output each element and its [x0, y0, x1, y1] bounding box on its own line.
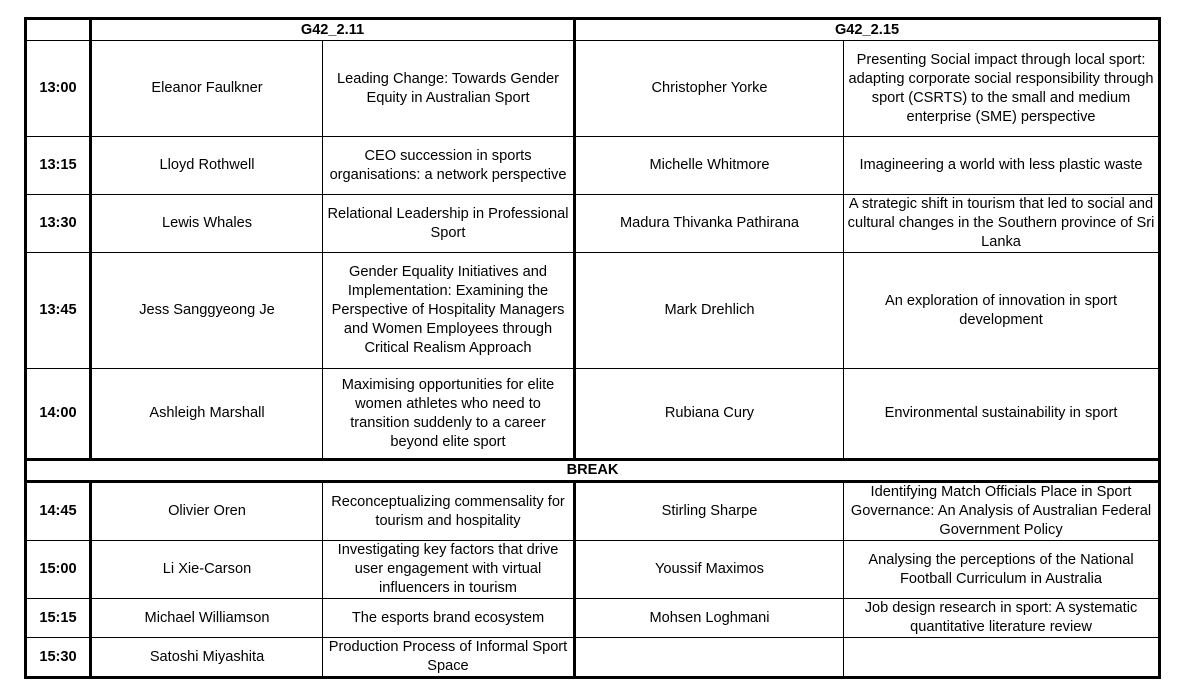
session-row	[26, 41, 1160, 137]
title-cell: Environmental sustainability in sport	[844, 369, 1160, 460]
time-cell: 15:00	[26, 541, 91, 599]
speaker-cell: Lewis Whales	[91, 195, 323, 253]
speaker-cell: Satoshi Miyashita	[91, 638, 323, 678]
title-cell: The esports brand ecosystem	[323, 599, 575, 638]
header-row	[26, 19, 1160, 41]
time-cell: 15:15	[26, 599, 91, 638]
speaker-cell: Michelle Whitmore	[575, 137, 844, 195]
title-cell: Identifying Match Officials Place in Sport Governance: An Analysis of Australian Federal Government Policy	[844, 482, 1160, 541]
speaker-cell: Ashleigh Marshall	[91, 369, 323, 460]
time-cell: 14:00	[26, 369, 91, 460]
time-cell: 14:45	[26, 482, 91, 541]
title-cell: Analysing the perceptions of the National Football Curriculum in Australia	[844, 541, 1160, 599]
speaker-cell: Youssif Maximos	[575, 541, 844, 599]
session-row	[26, 482, 1160, 541]
title-cell: Production Process of Informal Sport Space	[323, 638, 575, 678]
speaker-cell: Li Xie-Carson	[91, 541, 323, 599]
speaker-cell: Michael Williamson	[91, 599, 323, 638]
time-cell: 13:15	[26, 137, 91, 195]
speaker-cell: Christopher Yorke	[575, 41, 844, 137]
title-cell	[844, 638, 1160, 678]
speaker-cell: Jess Sanggyeong Je	[91, 253, 323, 369]
room-header-2: G42_2.15	[575, 19, 1160, 41]
speaker-cell: Madura Thivanka Pathirana	[575, 195, 844, 253]
session-row	[26, 137, 1160, 195]
title-cell: Investigating key factors that drive user engagement with virtual influencers in tourism	[323, 541, 575, 599]
time-cell: 13:30	[26, 195, 91, 253]
speaker-cell: Eleanor Faulkner	[91, 41, 323, 137]
title-cell: Maximising opportunities for elite women athletes who need to transition suddenly to a career beyond elite sport	[323, 369, 575, 460]
speaker-cell: Stirling Sharpe	[575, 482, 844, 541]
time-cell: 15:30	[26, 638, 91, 678]
break-label: BREAK	[26, 460, 1160, 482]
title-cell: CEO succession in sports organisations: a network perspective	[323, 137, 575, 195]
session-row	[26, 541, 1160, 599]
time-cell: 13:00	[26, 41, 91, 137]
title-cell: A strategic shift in tourism that led to social and cultural changes in the Southern province of Sri Lanka	[844, 195, 1160, 253]
session-row	[26, 253, 1160, 369]
speaker-cell: Rubiana Cury	[575, 369, 844, 460]
break-row	[26, 460, 1160, 482]
title-cell: Presenting Social impact through local sport: adapting corporate social responsibility through sport (CSRTS) to the small and medium enterprise (SME) perspective	[844, 41, 1160, 137]
schedule-table	[24, 17, 1161, 679]
speaker-cell: Mark Drehlich	[575, 253, 844, 369]
title-cell: Leading Change: Towards Gender Equity in Australian Sport	[323, 41, 575, 137]
session-row	[26, 599, 1160, 638]
session-row	[26, 195, 1160, 253]
title-cell: An exploration of innovation in sport development	[844, 253, 1160, 369]
session-row	[26, 369, 1160, 460]
header-blank-cell	[26, 19, 91, 41]
speaker-cell: Lloyd Rothwell	[91, 137, 323, 195]
speaker-cell: Olivier Oren	[91, 482, 323, 541]
title-cell: Imagineering a world with less plastic waste	[844, 137, 1160, 195]
speaker-cell	[575, 638, 844, 678]
title-cell: Gender Equality Initiatives and Implementation: Examining the Perspective of Hospitality Managers and Women Employees through Critical Realism Approach	[323, 253, 575, 369]
room-header-1: G42_2.11	[91, 19, 575, 41]
title-cell: Job design research in sport: A systematic quantitative literature review	[844, 599, 1160, 638]
speaker-cell: Mohsen Loghmani	[575, 599, 844, 638]
session-row	[26, 638, 1160, 678]
title-cell: Reconceptualizing commensality for tourism and hospitality	[323, 482, 575, 541]
time-cell: 13:45	[26, 253, 91, 369]
title-cell: Relational Leadership in Professional Sport	[323, 195, 575, 253]
